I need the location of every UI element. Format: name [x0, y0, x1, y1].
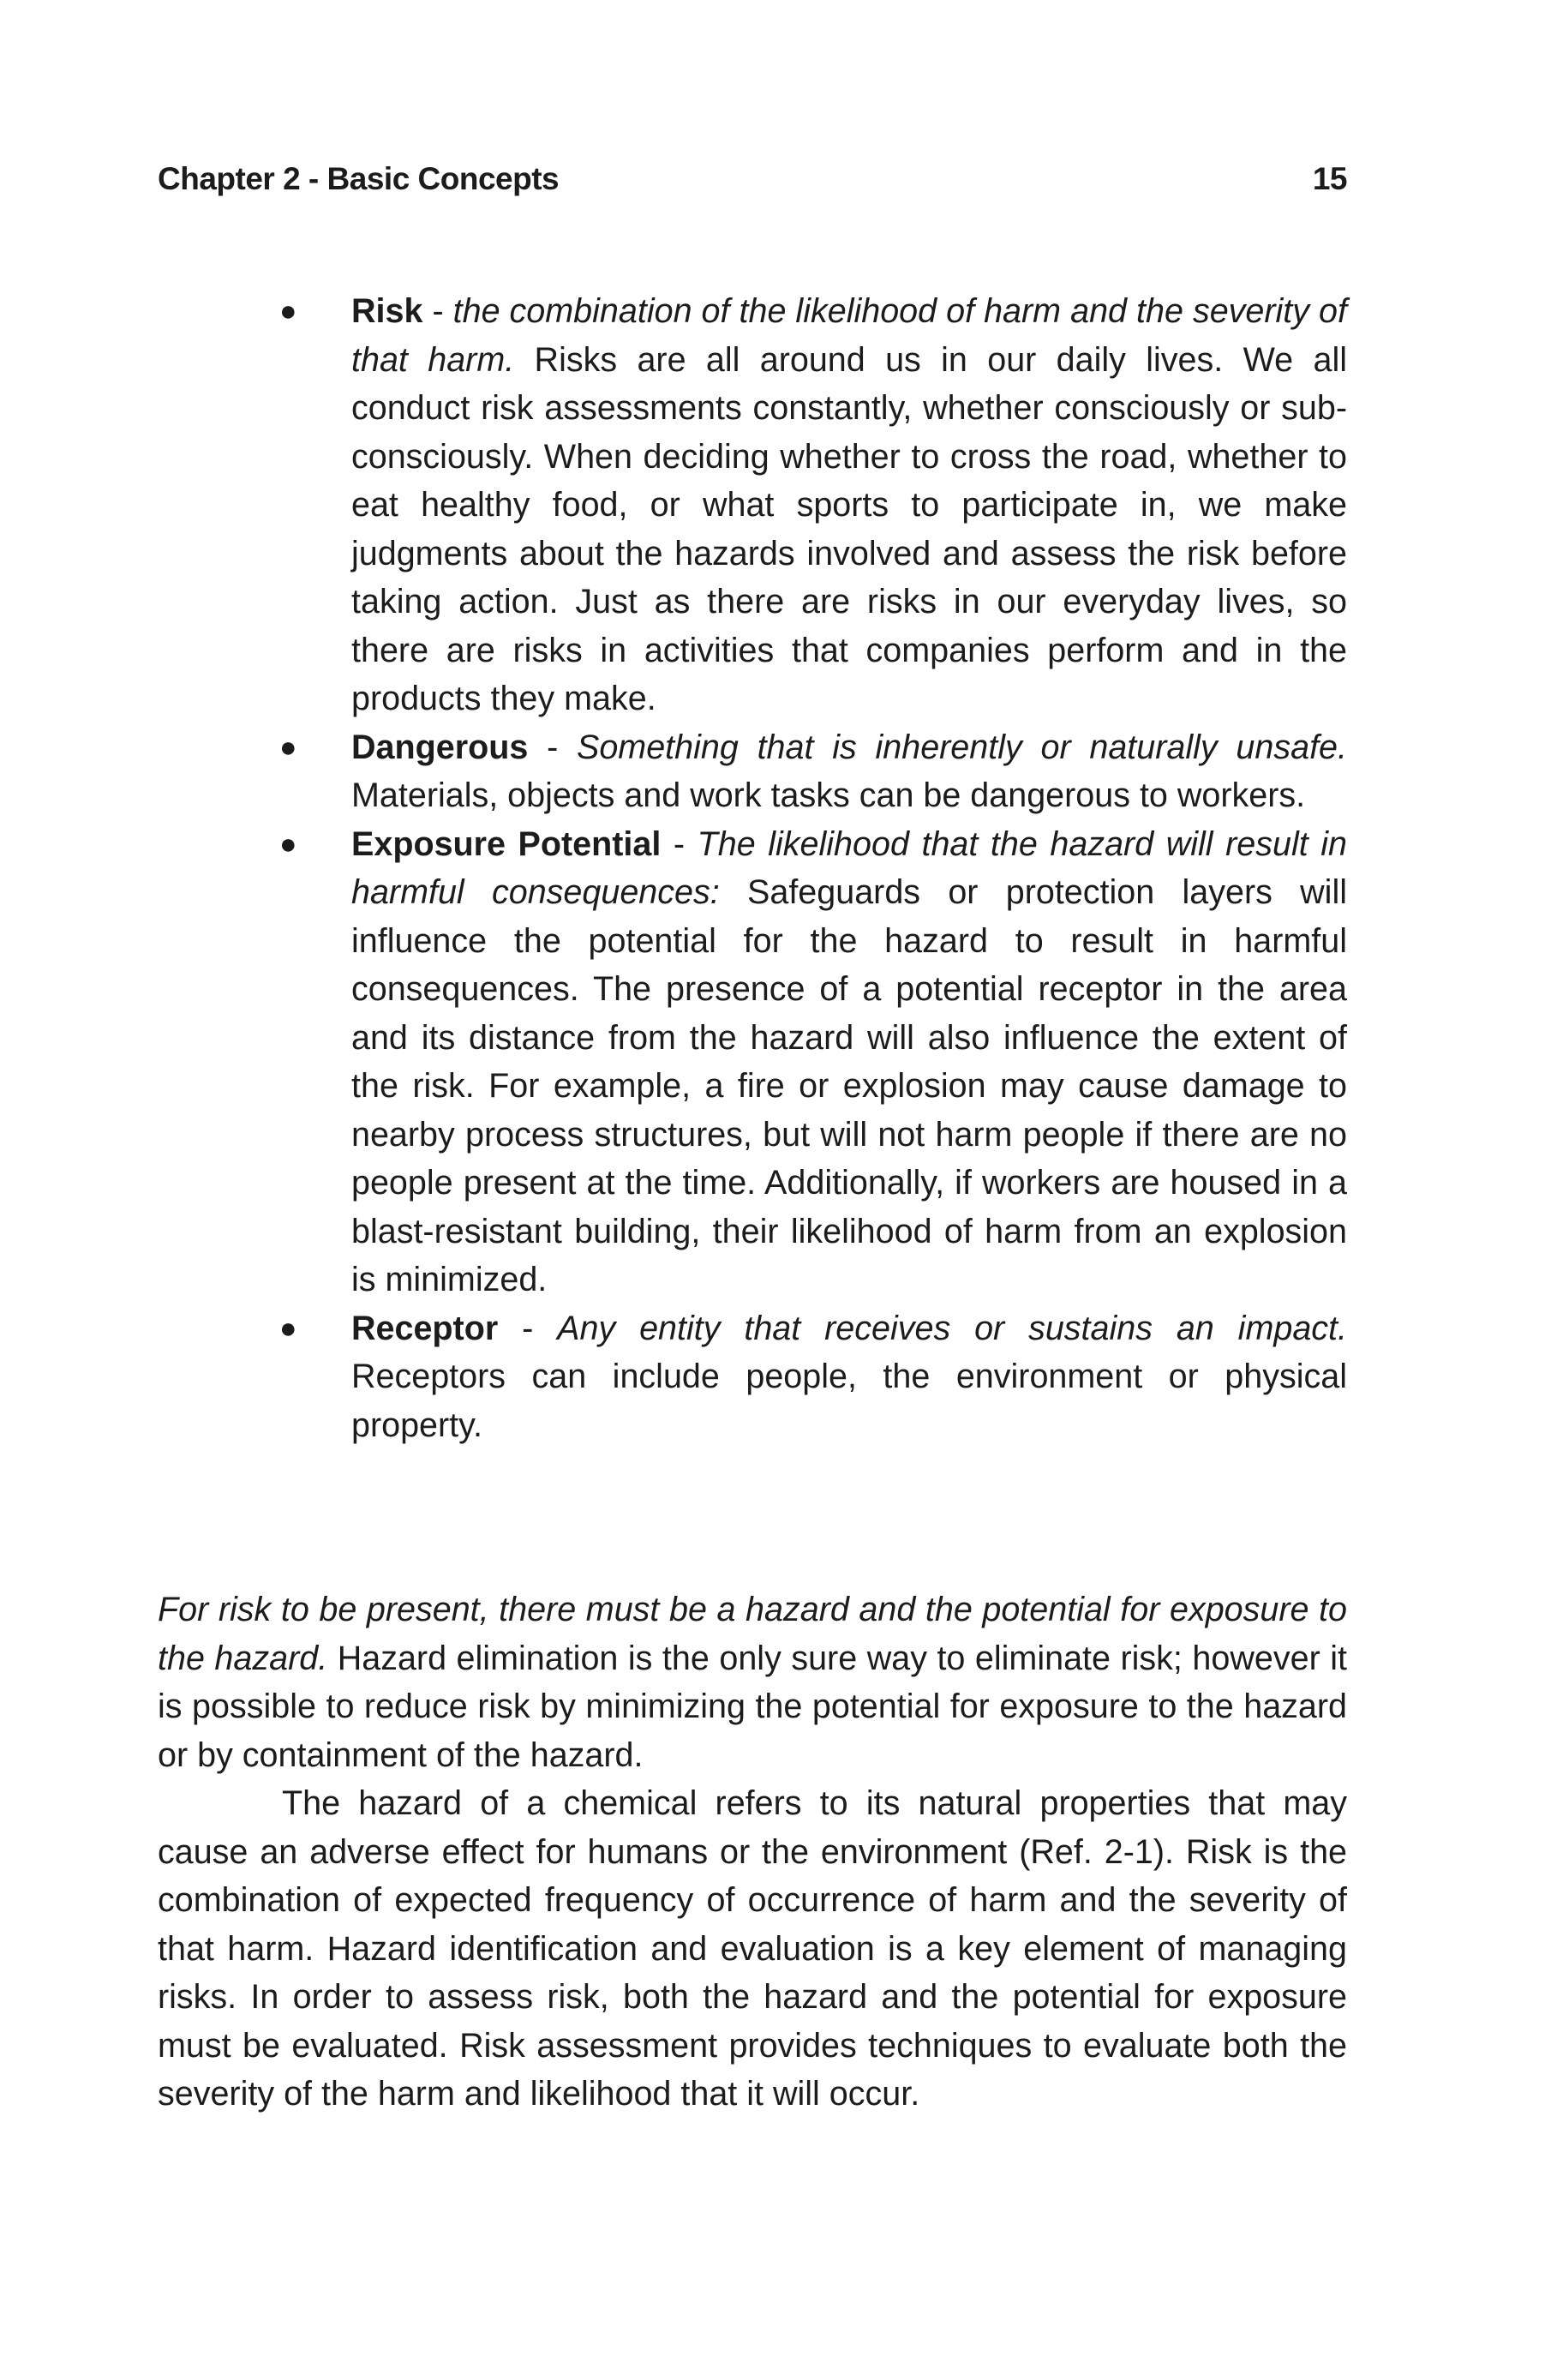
paragraph-chemical-hazard: The hazard of a chemical refers to its natural properties that may cause an adverse effect for humans or the environment (Ref. 2-1). Risk is the combination of expected frequency of occurrence of harm and the severity of that harm. Hazard identification and evaluation is a key element of managing risks. In order to assess risk, both the hazard and the potential for exposure must be evaluated. Risk assessment provides techniques to evaluate both the severity of the harm and likelihood that it will occur. [158, 1784, 1347, 2113]
bullet-icon: ● [279, 730, 297, 764]
definition-separator: - [661, 824, 698, 863]
definition-separator: - [498, 1309, 558, 1347]
definition-meaning: The likelihood that the hazard will result in harmful consequences: [351, 824, 1347, 911]
page-number: 15 [1312, 161, 1347, 196]
definition-list [279, 287, 1347, 1449]
bullet-icon: ● [279, 827, 297, 860]
definition-term: Receptor [351, 1309, 499, 1347]
paragraph-text: Hazard elimination is the only sure way to eliminate risk; however it is possible to reduce risk by minimizing the potential for exposure to the hazard or by containment of the hazard. [158, 1639, 1347, 1774]
bullet-icon: ● [279, 1311, 297, 1345]
definition-text: Risks are all around us in our daily lives. We all conduct risk assessments constantly, whether consciously or sub-consciously. When deciding whether to cross the road, whether to eat healthy food, or what sports to participate in, we make judgments about the hazards involved and assess the risk before taking action. Just as there are risks in our everyday lives, so there are risks in activities that companies perform and in the products they make. [351, 340, 1347, 717]
chapter-title: Chapter 2 - Basic Concepts [158, 161, 560, 196]
definition-item-risk [279, 287, 1347, 723]
paragraph-risk-presence [158, 1586, 1347, 1779]
bullet-icon: ● [279, 295, 297, 327]
definition-separator: - [528, 728, 577, 766]
body-text [158, 1586, 1347, 2119]
running-header [158, 161, 1347, 204]
definition-meaning: Something that is inherently or naturally unsafe. [576, 728, 1347, 766]
definition-term: Exposure Potential [351, 824, 662, 863]
definition-meaning: the combination of the likelihood of harm and the severity of that harm. [351, 292, 1347, 379]
emphasis-sentence: For risk to be present, there must be a hazard and the potential for exposure to the hazard. [158, 1591, 1347, 1677]
definition-meaning: Any entity that receives or sustains an impact. [557, 1309, 1347, 1347]
definition-item-receptor [279, 1304, 1347, 1450]
definition-term: Risk [351, 292, 423, 330]
definition-item-dangerous [279, 723, 1347, 820]
definition-text: Safeguards or protection layers will influence the potential for the hazard to result in harmful consequences. The presence of a potential receptor in the area and its distance from the hazard will also influence the extent of the risk. For example, a fire or explosion may cause damage to nearby process structures, but will not harm people if there are no people present at the time. Additionally, if workers are housed in a blast-resistant building, their likelihood of harm from an explosion is minimized. [351, 873, 1347, 1298]
definition-text: Materials, objects and work tasks can be dangerous to workers. [351, 776, 1306, 814]
definition-text: Receptors can include people, the environment or physical property. [351, 1358, 1347, 1444]
definition-item-exposure-potential [279, 820, 1347, 1304]
definition-separator: - [422, 292, 453, 330]
definition-term: Dangerous [351, 728, 529, 766]
